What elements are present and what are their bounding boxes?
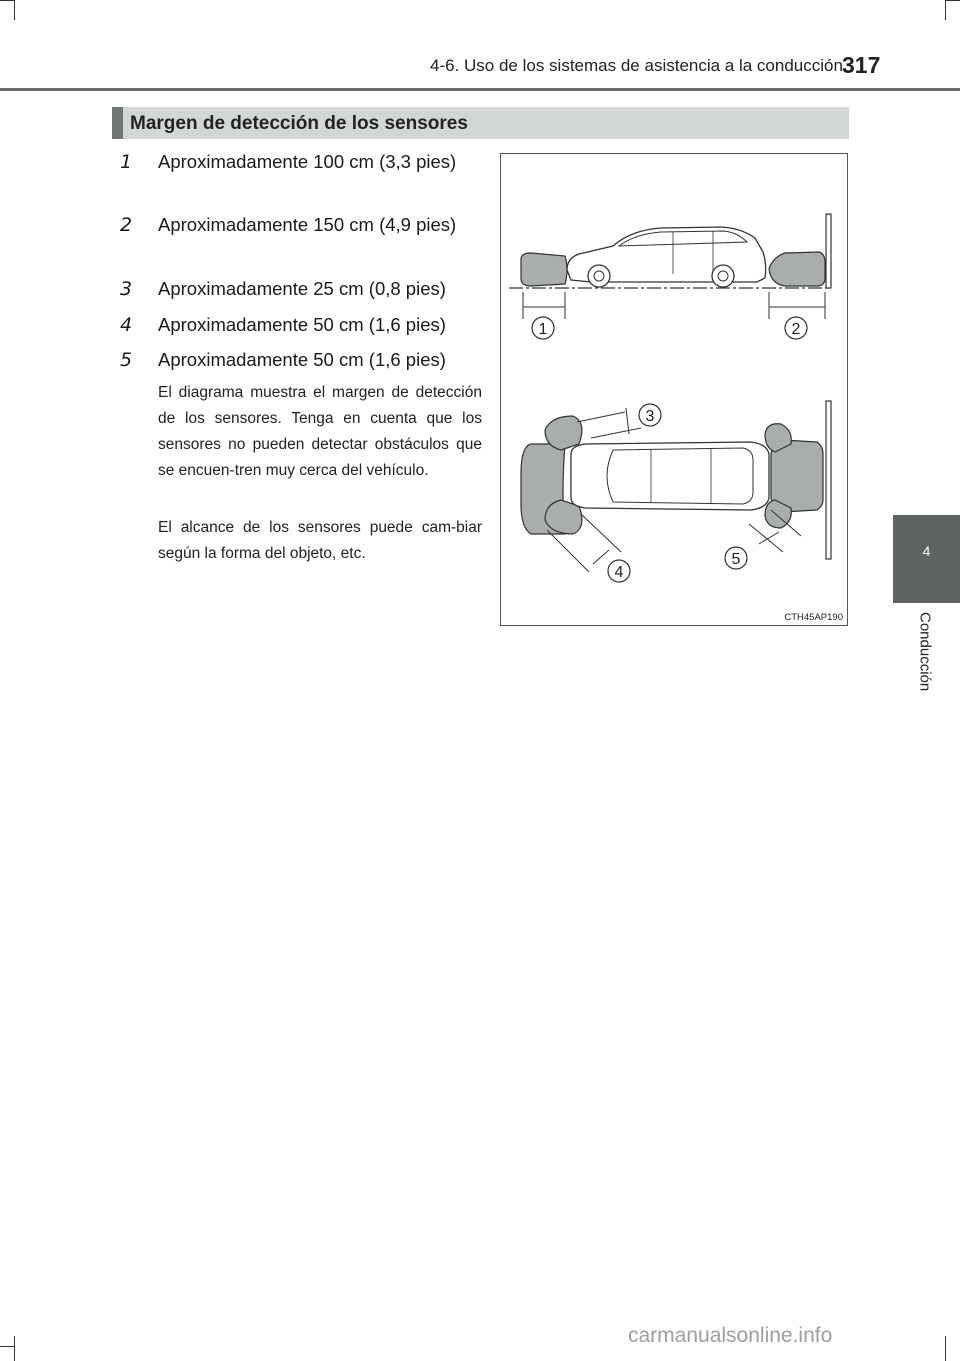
callout-label: 3: [645, 408, 655, 425]
crop-mark: [945, 1336, 946, 1361]
crop-mark: [0, 1346, 14, 1347]
sensor-diagram: [501, 154, 849, 627]
body-paragraph: El alcance de los sensores puede cam-biar según la forma del objeto, etc.: [158, 519, 482, 562]
item-text: Aproximadamente 25 cm (0,8 pies): [158, 278, 446, 299]
crop-mark: [14, 0, 15, 20]
top-view: [521, 401, 831, 582]
header-rule: [0, 88, 960, 91]
item-number: 1: [120, 151, 133, 173]
header-section-title: 4-6. Uso de los sistemas de asistencia a la conducción: [430, 56, 843, 75]
crop-mark: [0, 0, 14, 1]
figure-code: CTH45AP190: [784, 612, 843, 623]
item-text: Aproximadamente 150 cm (4,9 pies): [158, 214, 457, 235]
watermark[interactable]: carmanualsonline.info: [628, 1324, 833, 1347]
callout-4: [608, 560, 630, 582]
chapter-tab: [893, 515, 960, 603]
wall: [826, 214, 831, 288]
item-text: Aproximadamente 50 cm (1,6 pies): [158, 349, 446, 370]
item-number: 3: [120, 278, 133, 300]
chapter-number: 4: [922, 543, 931, 559]
section-heading-bar: [112, 107, 123, 139]
callout-label: 5: [731, 551, 741, 568]
sensor-range-figure: [500, 153, 848, 626]
callout-2: [785, 317, 807, 339]
rear-sensor-zone: [769, 252, 825, 286]
section-heading: [112, 107, 849, 139]
callout-label: 4: [614, 564, 624, 581]
item-number: 5: [120, 349, 133, 371]
item-number: 2: [120, 214, 133, 236]
crop-mark: [946, 0, 960, 1]
item-text: Aproximadamente 50 cm (1,6 pies): [158, 314, 446, 335]
car-top: [571, 442, 769, 510]
callout-5: [725, 547, 747, 569]
chapter-label: Conducción: [916, 612, 934, 692]
front-left-zone: [545, 416, 582, 450]
crop-mark: [14, 1336, 15, 1361]
page-number: 317: [842, 52, 881, 78]
item-number: 4: [120, 314, 133, 336]
callout-1: [532, 317, 554, 339]
item-text: Aproximadamente 100 cm (3,3 pies): [158, 151, 457, 172]
front-sensor-zone: [521, 253, 567, 286]
callout-label: 1: [538, 321, 548, 338]
callout-label: 2: [791, 321, 801, 338]
body-paragraph: El diagrama muestra el margen de detección de los sensores. Tenga en cuenta que los sensores no pueden detectar obstáculos que se encuen-tren muy cerca del vehículo.: [158, 384, 482, 479]
section-title: Margen de detección de los sensores: [130, 113, 468, 134]
chapter-label-box: [915, 612, 935, 732]
side-view: [509, 214, 831, 339]
callout-3: [639, 404, 661, 426]
rear-center-zone: [771, 440, 823, 512]
wall: [826, 401, 831, 559]
crop-mark: [945, 0, 946, 20]
